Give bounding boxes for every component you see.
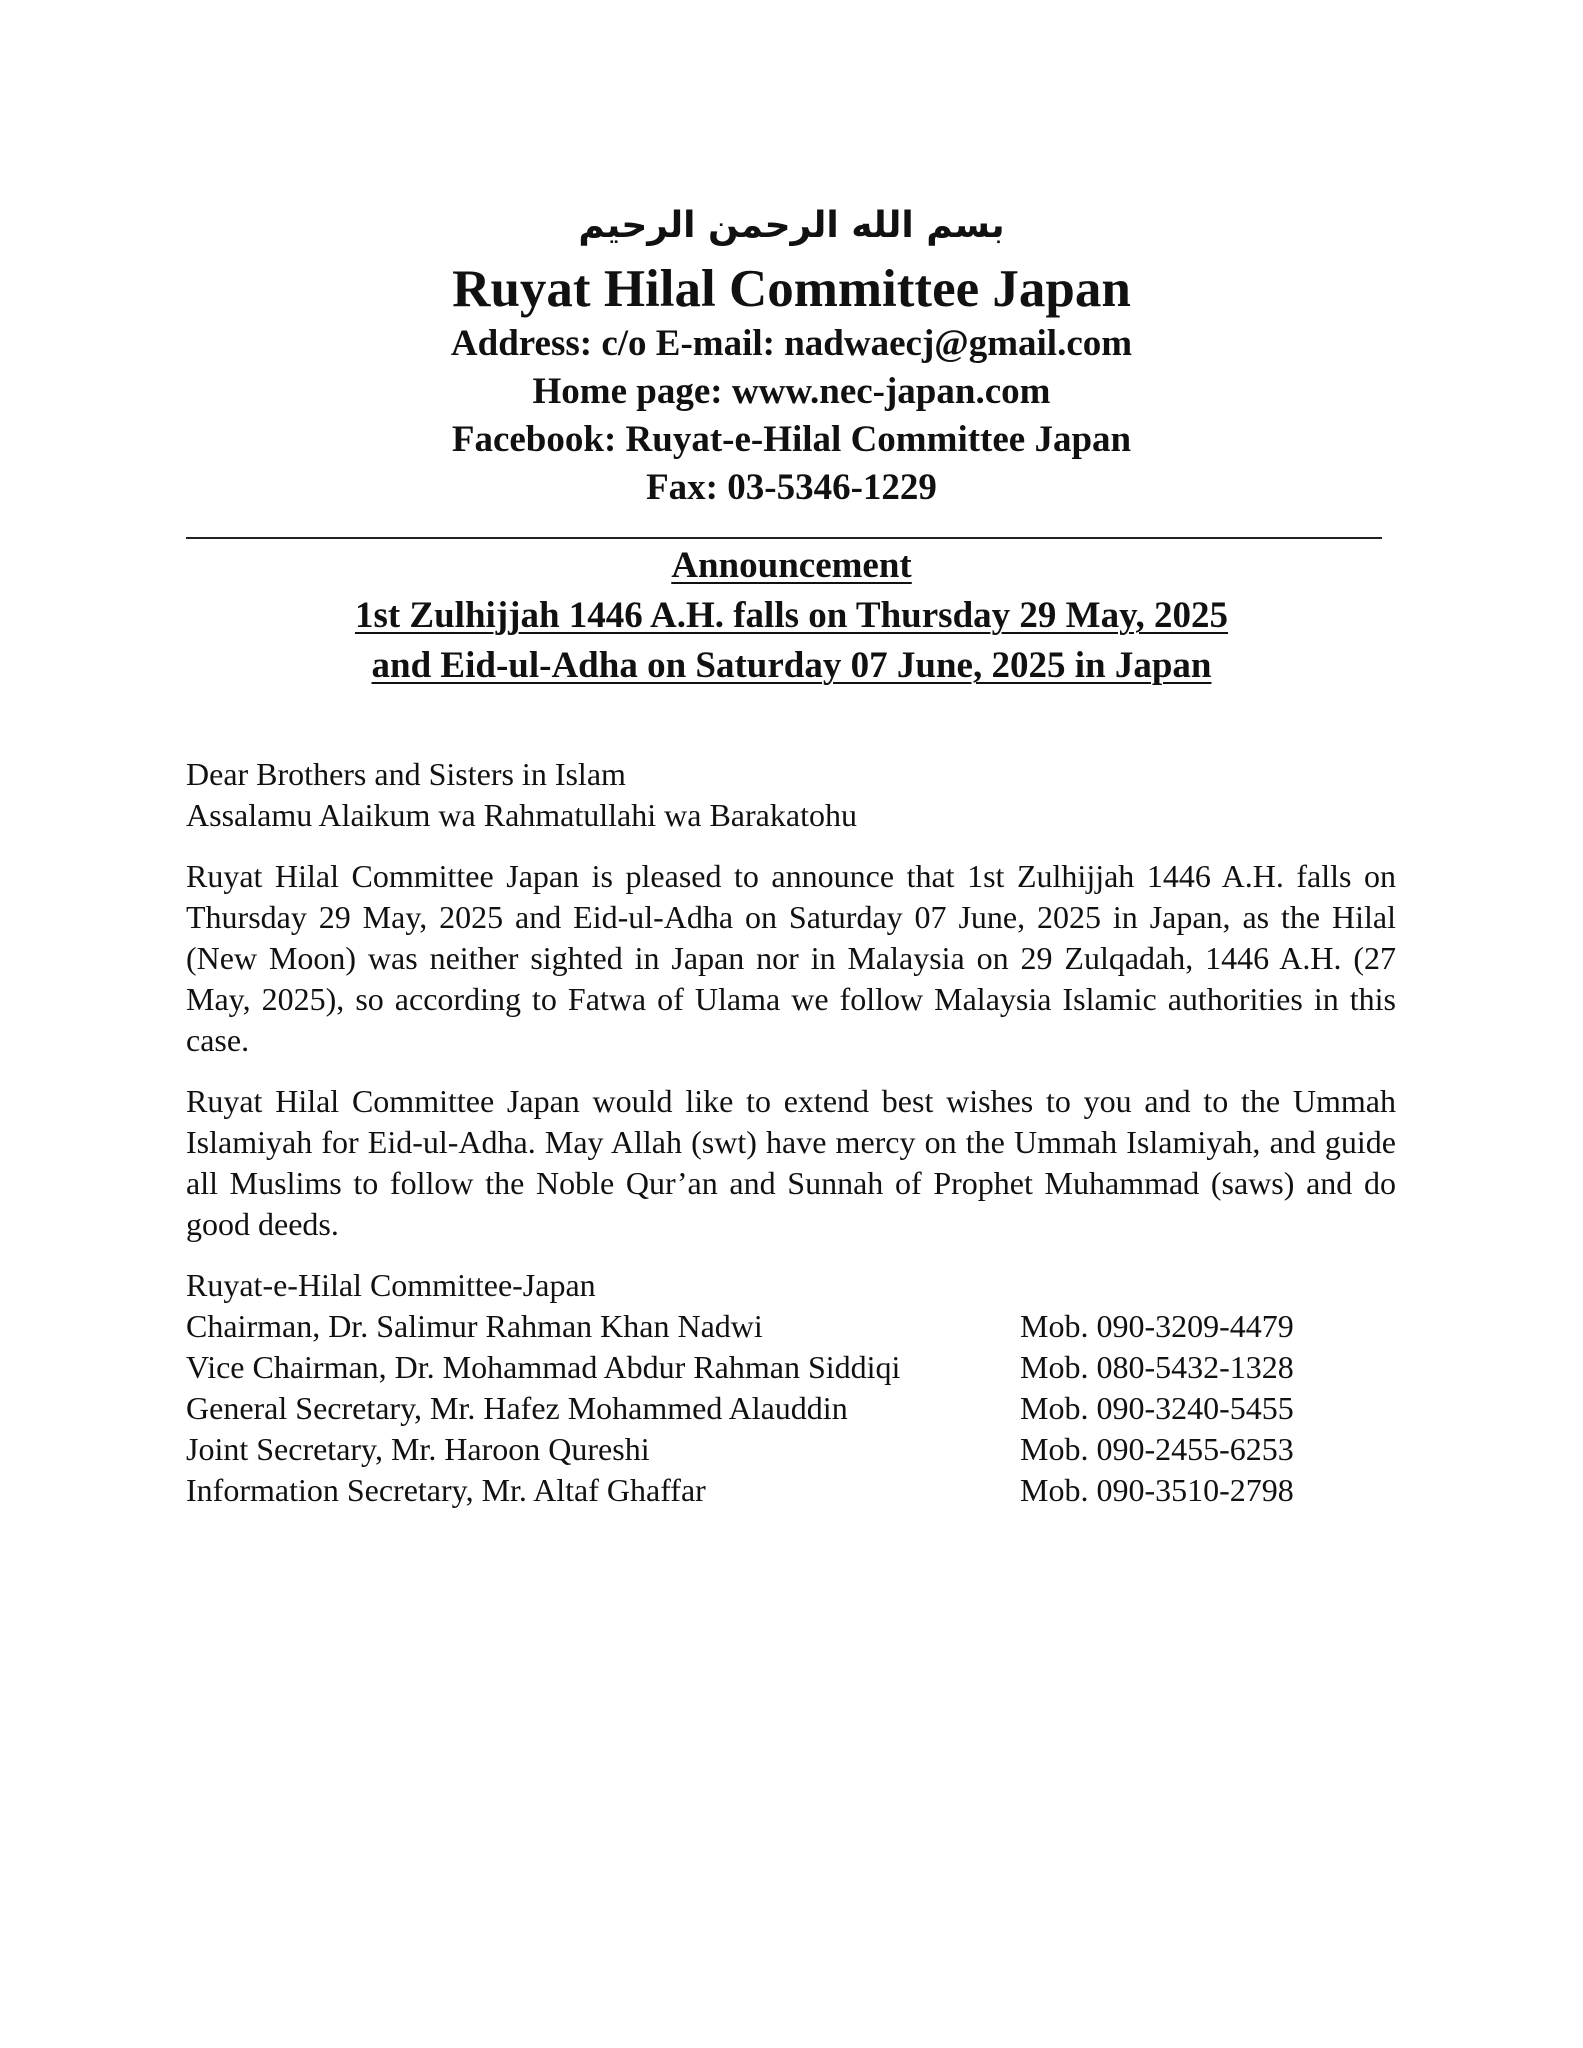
announcement-line-2: and Eid-ul-Adha on Saturday 07 June, 2025 in Japan	[371, 645, 1212, 686]
officer-row	[186, 1306, 1396, 1347]
fax-line: Fax: 03-5346-1229	[646, 467, 937, 508]
announcement-block	[0, 541, 1583, 691]
announcement-paragraph: Ruyat Hilal Committee Japan is pleased to announce that 1st Zulhijjah 1446 A.H. falls on Thursday 29 May, 2025 and Eid-ul-Adha on Saturday 07 June, 2025 in Japan, as the Hilal (New Moon) was neither sighted in Japan nor in Malaysia on 29 Zulqadah, 1446 A.H. (27 May, 2025), so according to Fatwa of Ulama we follow Malaysia Islamic authorities in this case.	[186, 858, 1396, 1058]
announcement-line-1: 1st Zulhijjah 1446 A.H. falls on Thursday 29 May, 2025	[354, 595, 1229, 636]
officer-name: General Secretary, Mr. Hafez Mohammed Alauddin	[186, 1390, 848, 1426]
wishes-paragraph: Ruyat Hilal Committee Japan would like to extend best wishes to you and to the Ummah Islamiyah for Eid-ul-Adha. May Allah (swt) have mercy on the Ummah Islamiyah, and guide all Muslims to follow the Noble Qur’an and Sunnah of Prophet Muhammad (saws) and do good deeds.	[186, 1083, 1396, 1242]
address-line: Address: c/o E-mail: nadwaecj@gmail.com	[450, 323, 1133, 364]
officer-mobile: Mob. 090-2455-6253	[1020, 1431, 1294, 1467]
officer-mobile: Mob. 080-5432-1328	[1020, 1349, 1294, 1385]
announcement-heading: Announcement	[671, 545, 912, 586]
officer-row	[186, 1388, 1396, 1429]
officer-mobile: Mob. 090-3209-4479	[1020, 1308, 1294, 1344]
greeting	[186, 754, 1396, 836]
officer-name: Information Secretary, Mr. Altaf Ghaffar	[186, 1472, 706, 1508]
officer-row	[186, 1470, 1396, 1511]
officer-row	[186, 1347, 1396, 1388]
facebook-line: Facebook: Ruyat-e-Hilal Committee Japan	[451, 419, 1132, 460]
officers-list	[186, 1306, 1396, 1511]
letterhead	[0, 196, 1583, 512]
homepage-line: Home page: www.nec-japan.com	[532, 371, 1051, 412]
officer-mobile: Mob. 090-3240-5455	[1020, 1390, 1294, 1426]
letter-body	[186, 754, 1396, 1511]
organization-title: Ruyat Hilal Committee Japan	[452, 260, 1131, 318]
officer-name: Joint Secretary, Mr. Haroon Qureshi	[186, 1431, 650, 1467]
officer-mobile: Mob. 090-3510-2798	[1020, 1472, 1294, 1508]
committee-signoff: Ruyat-e-Hilal Committee-Japan	[186, 1267, 596, 1303]
officer-name: Vice Chairman, Dr. Mohammad Abdur Rahman Siddiqi	[186, 1349, 901, 1385]
officer-row	[186, 1429, 1396, 1470]
officer-name: Chairman, Dr. Salimur Rahman Khan Nadwi	[186, 1308, 763, 1344]
greeting-line-1: Dear Brothers and Sisters in Islam	[186, 756, 626, 792]
basmala-text: بسم الله الرحمن الرحيم	[578, 205, 1005, 246]
header-divider	[186, 537, 1382, 539]
greeting-line-2: Assalamu Alaikum wa Rahmatullahi wa Barakatohu	[186, 797, 857, 833]
